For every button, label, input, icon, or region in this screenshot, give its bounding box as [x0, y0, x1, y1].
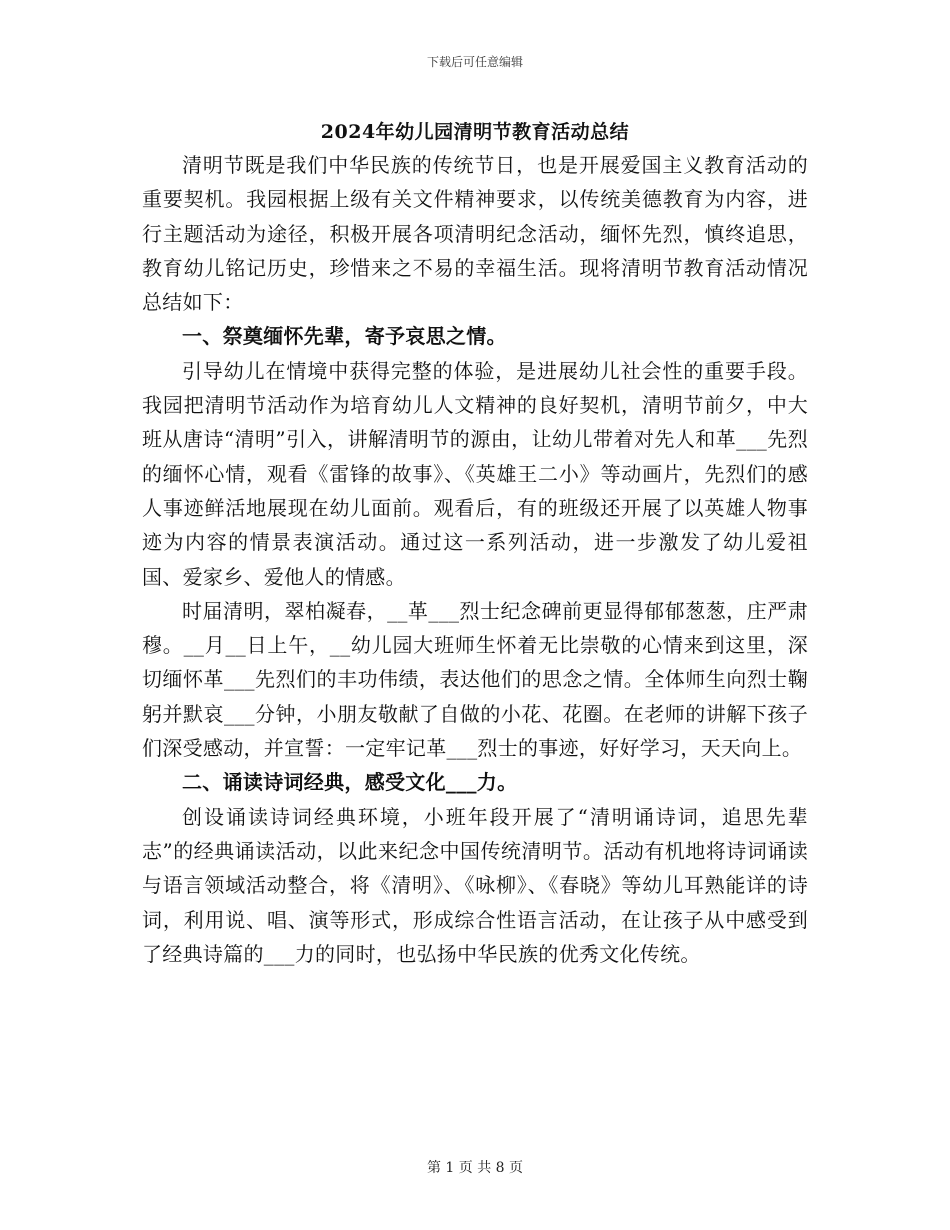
intro-paragraph: 清明节既是我们中华民族的传统节日，也是开展爱国主义教育活动的重要契机。我园根据上级有关文件精神要求，以传统美德教育为内容，进行主题活动为途径，积极开展各项清明纪念活动，缅怀先烈，慎终追思，教育幼儿铭记历史，珍惜来之不易的幸福生活。现将清明节教育活动情况总结如下：	[142, 153, 808, 315]
document-body	[142, 148, 808, 971]
section-heading-2: 二、诵读诗词经典，感受文化___力。	[182, 770, 518, 795]
document-title: 2024年幼儿园清明节教育活动总结	[320, 121, 630, 143]
body-paragraph: 创设诵读诗词经典环境，小班年段开展了“清明诵诗词，追思先辈志”的经典诵读活动，以此来纪念中国传统清明节。活动有机地将诗词诵读与语言领域活动整合，将《清明》、《咏柳》、《春晓》等幼儿耳熟能详的诗词，利用说、唱、演等形式，形成综合性语言活动，在让孩子从中感受到了经典诗篇的___力的同时，也弘扬中华民族的优秀文化传统。	[142, 804, 808, 966]
page-number: 第 1 页 共 8 页	[426, 1160, 524, 1176]
section-heading-1: 一、祭奠缅怀先辈，寄予哀思之情。	[182, 324, 507, 349]
page-header-note: 下载后可任意编辑	[426, 55, 523, 69]
body-paragraph: 引导幼儿在情境中获得完整的体验，是进展幼儿社会性的重要手段。我园把清明节活动作为培育幼儿人文精神的良好契机，清明节前夕，中大班从唐诗“清明”引入，讲解清明节的源由，让幼儿带着对先人和革___先烈的缅怀心情，观看《雷锋的故事》、《英雄王二小》等动画片，先烈们的感人事迹鲜活地展现在幼儿面前。观看后，有的班级还开展了以英雄人物事迹为内容的情景表演活动。通过这一系列活动，进一步激发了幼儿爱祖国、爱家乡、爱他人的情感。	[142, 358, 808, 589]
body-paragraph: 时届清明，翠柏凝春，__革___烈士纪念碑前更显得郁郁葱葱，庄严肃穆。__月__日上午，__幼儿园大班师生怀着无比崇敬的心情来到这里，深切缅怀革___先烈们的丰功伟绩，表达他们的思念之情。全体师生向烈士鞠躬并默哀___分钟，小朋友敬献了自做的小花、花圈。在老师的讲解下孩子们深受感动，并宣誓：一定牢记革___烈士的事迹，好好学习，天天向上。	[142, 598, 808, 761]
